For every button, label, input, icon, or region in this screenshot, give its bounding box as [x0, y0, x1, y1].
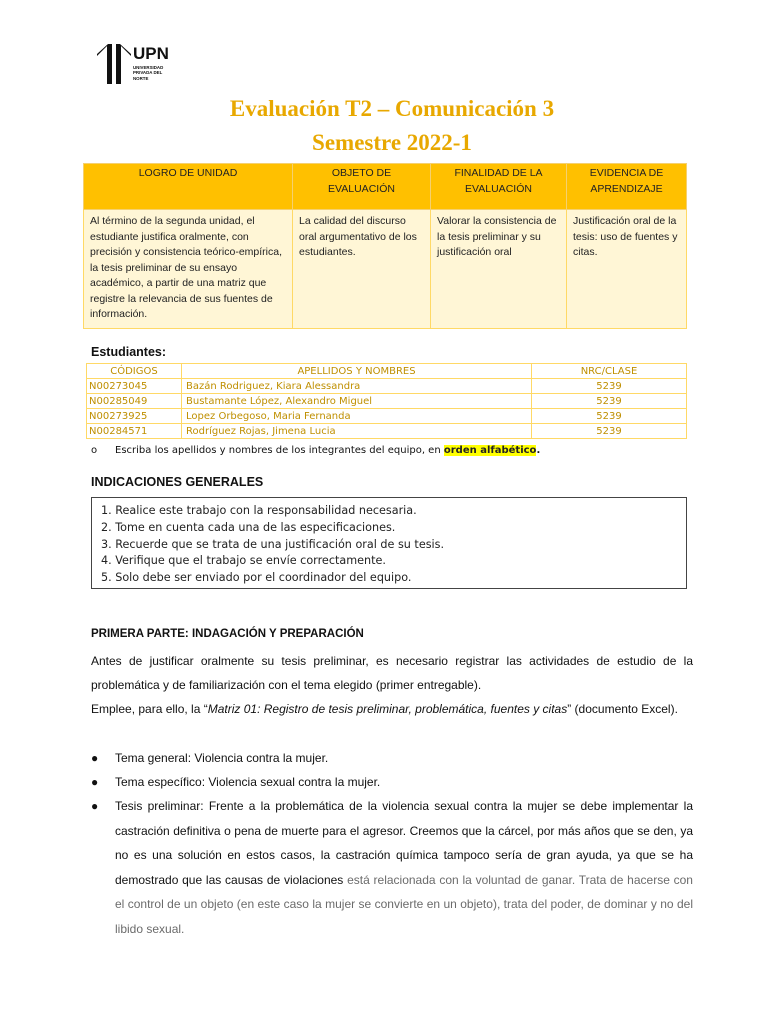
tesis-text: Frente a la problemática de la violencia sexual contra la mujer se debe implementar la castración definitiva o pena de muerte para el agresor. Creemos que la cárcel, por más años que se den, ya no es una solución en estos casos, la castración química tampoco sería de gran ayuda, ya que se ha demostrado que las causas de violaciones [115, 799, 693, 887]
logro-table [83, 163, 687, 329]
table-row [87, 424, 687, 439]
students-table [86, 363, 687, 439]
logro-header-row [84, 164, 687, 210]
bullet-icon: ● [91, 751, 99, 765]
tesis-label: Tesis preliminar: [115, 799, 204, 813]
tema-especifico-value: Violencia sexual contra la mujer. [205, 775, 381, 789]
tesis-paragraph [115, 794, 693, 941]
page-title: Evaluación T2 – Comunicación 3 [229, 96, 555, 121]
table-row [87, 379, 687, 394]
list-item: 2. Tome en cuenta cada una de las especificaciones. [101, 520, 396, 534]
logro-header-cell: LOGRO DE UNIDAD [84, 164, 293, 210]
upn-logo [97, 44, 177, 84]
students-header-row [87, 364, 687, 379]
students-header-cell: NRC/CLASE [532, 364, 687, 379]
student-code: N00273925 [87, 409, 182, 424]
student-code: N00273045 [87, 379, 182, 394]
logro-body-row [84, 210, 687, 329]
students-header-cell: APELLIDOS Y NOMBRES [182, 364, 532, 379]
note-highlight: orden alfabético [443, 445, 537, 456]
note-text: Escriba los apellidos y nombres de los integrantes del equipo, en [115, 445, 444, 456]
logro-cell: Al término de la segunda unidad, el estudiante justifica oralmente, con precisión y consistencia teórico-empírica, la tesis preliminar de su ensayo académico, a partir de una matriz que registre la relevancia de sus fuentes de información. [84, 210, 293, 329]
logro-header-cell: EVIDENCIA DE APRENDIZAJE [567, 164, 687, 210]
student-name: Lopez Orbegoso, Maria Fernanda [182, 409, 532, 424]
logro-cell: Justificación oral de la tesis: uso de fuentes y citas. [567, 210, 687, 329]
table-row [87, 409, 687, 424]
logro-cell: Valorar la consistencia de la tesis preliminar y su justificación oral [431, 210, 567, 329]
logro-header-cell: FINALIDAD DE LA EVALUACIÓN [431, 164, 567, 210]
matriz-title: Matriz 01: Registro de tesis preliminar, problemática, fuentes y citas [207, 702, 568, 716]
list-item: 5. Solo debe ser enviado por el coordinador del equipo. [101, 571, 412, 585]
student-code: N00285049 [87, 394, 182, 409]
note-bullet: o [91, 445, 98, 456]
student-name: Bazán Rodriguez, Kiara Alessandra [182, 379, 532, 394]
tema-general-label: Tema general: [115, 751, 192, 765]
logro-cell: La calidad del discurso oral argumentativo de los estudiantes. [293, 210, 431, 329]
student-nrc: 5239 [532, 394, 687, 409]
paragraph-intro: Antes de justificar oralmente su tesis preliminar, es necesario registrar las actividades de estudio de la problemática y de familiarización con el tema elegido (primer entregable). [91, 654, 693, 692]
bullet-icon: ● [91, 775, 99, 789]
indicaciones-box [91, 497, 687, 589]
page-subtitle: Semestre 2022-1 [312, 130, 472, 155]
list-item: 4. Verifique que el trabajo se envíe correctamente. [101, 554, 386, 568]
logo-text: UPN [133, 44, 169, 63]
table-row [87, 394, 687, 409]
list-item: 3. Recuerde que se trata de una justificación oral de su tesis. [101, 537, 445, 551]
student-nrc: 5239 [532, 409, 687, 424]
student-nrc: 5239 [532, 379, 687, 394]
students-header-cell: CÓDIGOS [87, 364, 182, 379]
section-heading: PRIMERA PARTE: INDAGACIÓN Y PREPARACIÓN [91, 628, 364, 640]
para2-start: Emplee, para ello, la “ [91, 702, 208, 716]
student-name: Rodríguez Rojas, Jimena Lucia [182, 424, 532, 439]
logo-subtitle: UNIVERSIDAD PRIVADA DEL NORTE [133, 65, 164, 81]
list-item: 1. Realice este trabajo con la responsabilidad necesaria. [101, 504, 417, 517]
student-nrc: 5239 [532, 424, 687, 439]
upn-arrow-icon [97, 44, 131, 84]
note-end: . [536, 445, 541, 456]
paragraph-matriz [91, 697, 693, 721]
logro-header-cell: OBJETO DE EVALUACIÓN [293, 164, 431, 210]
students-label: Estudiantes: [91, 345, 167, 359]
student-code: N00284571 [87, 424, 182, 439]
bullet-icon: ● [91, 799, 99, 813]
indicaciones-heading: INDICACIONES GENERALES [91, 475, 264, 489]
students-note [91, 445, 540, 456]
student-name: Bustamante López, Alexandro Miguel [182, 394, 532, 409]
tema-especifico-label: Tema específico: [115, 775, 206, 789]
tesis-text-grey: está relacionada con la voluntad de ganar. Trata de hacerse con el control de un objeto (en este caso la mujer se convierte en un objeto), trata del poder, de dominar y no del libido sexual. [115, 872, 693, 936]
tema-general-value: Violencia contra la mujer. [191, 751, 329, 765]
para2-end: ” (documento Excel). [567, 702, 678, 716]
